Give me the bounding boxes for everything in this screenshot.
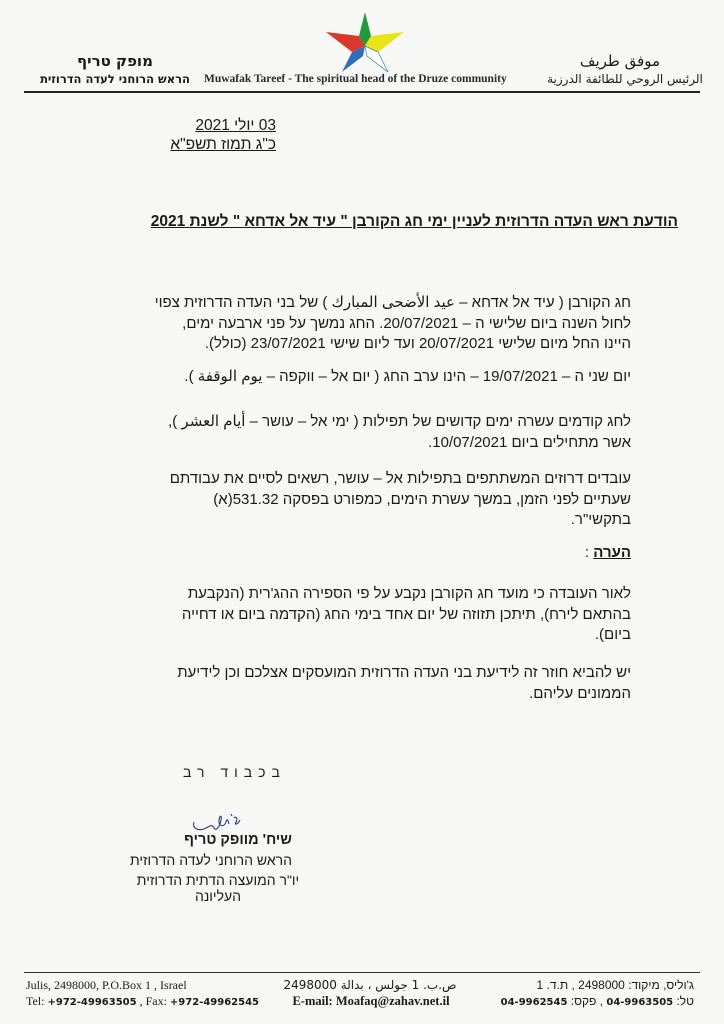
paragraph-distribution bbox=[91, 663, 631, 704]
paragraph-line: היינו החל מיום שלישי 20/07/2021 ועד ליום שישי 23/07/2021 (כולל). bbox=[204, 335, 631, 352]
footer-arabic-address: ص.ب. 1 جولس ، بدالة 2498000 bbox=[283, 978, 457, 992]
tel-number: +972-49963505 bbox=[47, 997, 137, 1008]
footer-hebrew-address: ג'וליס, מיקוד: 2498000 , ת.ד. 1 bbox=[536, 978, 694, 992]
footer-english-address: Julis, 2498000, P.O.Box 1 , Israel bbox=[26, 978, 187, 992]
paragraph-line: יום שני ה – 19/07/2021 – הינו ערב החג ( יום אל – ווקפה – يوم الوقفة ). bbox=[184, 368, 631, 385]
gregorian-date: 03 יולי 2021 bbox=[195, 117, 276, 134]
paragraph-line: לחול השנה ביום שלישי ה – 20/07/2021. החג נמשך על פני ארבעה ימים, bbox=[182, 314, 631, 332]
header-hebrew-name: מופק טריף bbox=[77, 52, 153, 70]
tel-label: טל: bbox=[673, 994, 694, 1008]
signer-title-1: הראש הרוחני לעדה הדרוזית bbox=[130, 852, 292, 868]
paragraph-line: שעתיים לפני הזמן, במשך עשרת הימים, כמפורט בפסקה 531.32(א) bbox=[213, 490, 631, 508]
paragraph-note-lunar bbox=[91, 584, 631, 646]
tel-label: Tel: bbox=[26, 994, 48, 1008]
fax-number: +972-49962545 bbox=[169, 997, 259, 1008]
paragraph-line: לאור העובדה כי מועד חג הקורבן נקבע על פי הספירה ההג'רית (הנקבעת bbox=[187, 585, 631, 602]
paragraph-line: בתקשי"ר. bbox=[570, 511, 631, 528]
fax-label: , Fax: bbox=[136, 994, 170, 1008]
signer-name: שיח' מוופק טריף bbox=[184, 832, 292, 848]
note-label: הערה bbox=[593, 544, 631, 561]
date-block bbox=[150, 116, 276, 154]
footer-hebrew-phones bbox=[480, 994, 694, 1008]
paragraph-line: בהתאם לירח), תיתכן תזוזה של יום אחד בימי החג (הקדמה ביום או דחייה bbox=[181, 605, 631, 623]
footer-email: E-mail: Moafaq@zahav.net.il bbox=[292, 994, 450, 1008]
subject-heading: הודעת ראש העדה הדרוזית לעניין ימי חג הקורבן " עיד אל אדחא " לשנת 2021 bbox=[150, 213, 678, 230]
paragraph-holiday-dates bbox=[91, 293, 631, 355]
header-arabic-name: موفق طريف bbox=[579, 52, 661, 70]
druze-star-logo-icon bbox=[322, 10, 408, 74]
paragraph-ten-days bbox=[91, 412, 631, 453]
header-divider bbox=[24, 91, 700, 93]
paragraph-line: יש להביא חוזר זה לידיעת בני העדה הדרוזית המועסקים אצלכם וכן לידיעת bbox=[177, 664, 631, 681]
paragraph-eve bbox=[91, 367, 631, 388]
paragraph-line: עובדים דרוזים המשתתפים בתפילות אל – עושר, רשאים לסיים את עבודתם bbox=[169, 470, 631, 487]
header-arabic-title: الرئيس الروحي للطائفة الدرزية bbox=[547, 72, 703, 86]
note-separator: : bbox=[584, 544, 594, 561]
footer-divider bbox=[24, 972, 700, 973]
header-hebrew-title: הראש הרוחני לעדה הדרוזית bbox=[40, 72, 190, 86]
fax-label: , פקס: bbox=[567, 994, 607, 1008]
paragraph-line: הממונים עליהם. bbox=[529, 684, 631, 702]
hebrew-date: כ"ג תמוז תשפ"א bbox=[170, 136, 276, 153]
paragraph-line: אשר מתחילים ביום 10/07/2021. bbox=[428, 433, 631, 451]
closing-salutation: בכבוד רב bbox=[183, 764, 286, 780]
paragraph-workers bbox=[91, 469, 631, 531]
note-heading bbox=[585, 544, 631, 561]
tel-number: 04-9963505 bbox=[606, 997, 674, 1008]
signer-title-2: יו"ר המועצה הדתית הדרוזית העליונה bbox=[136, 872, 300, 904]
paragraph-line: חג הקורבן ( עיד אל אדחא – عيد الأضحى المبارك ) של בני העדה הדרוזית צפוי bbox=[154, 294, 631, 311]
paragraph-line: לחג קודמים עשרה ימים קדושים של תפילות ( ימי אל – עושר – أيام العشر ), bbox=[168, 413, 631, 430]
header-english-line: Muwafak Tareef - The spiritual head of the Druze community bbox=[204, 73, 507, 85]
paragraph-line: ביום). bbox=[594, 626, 631, 643]
footer-english-phones bbox=[26, 994, 259, 1009]
fax-number: 04-9962545 bbox=[500, 997, 568, 1008]
